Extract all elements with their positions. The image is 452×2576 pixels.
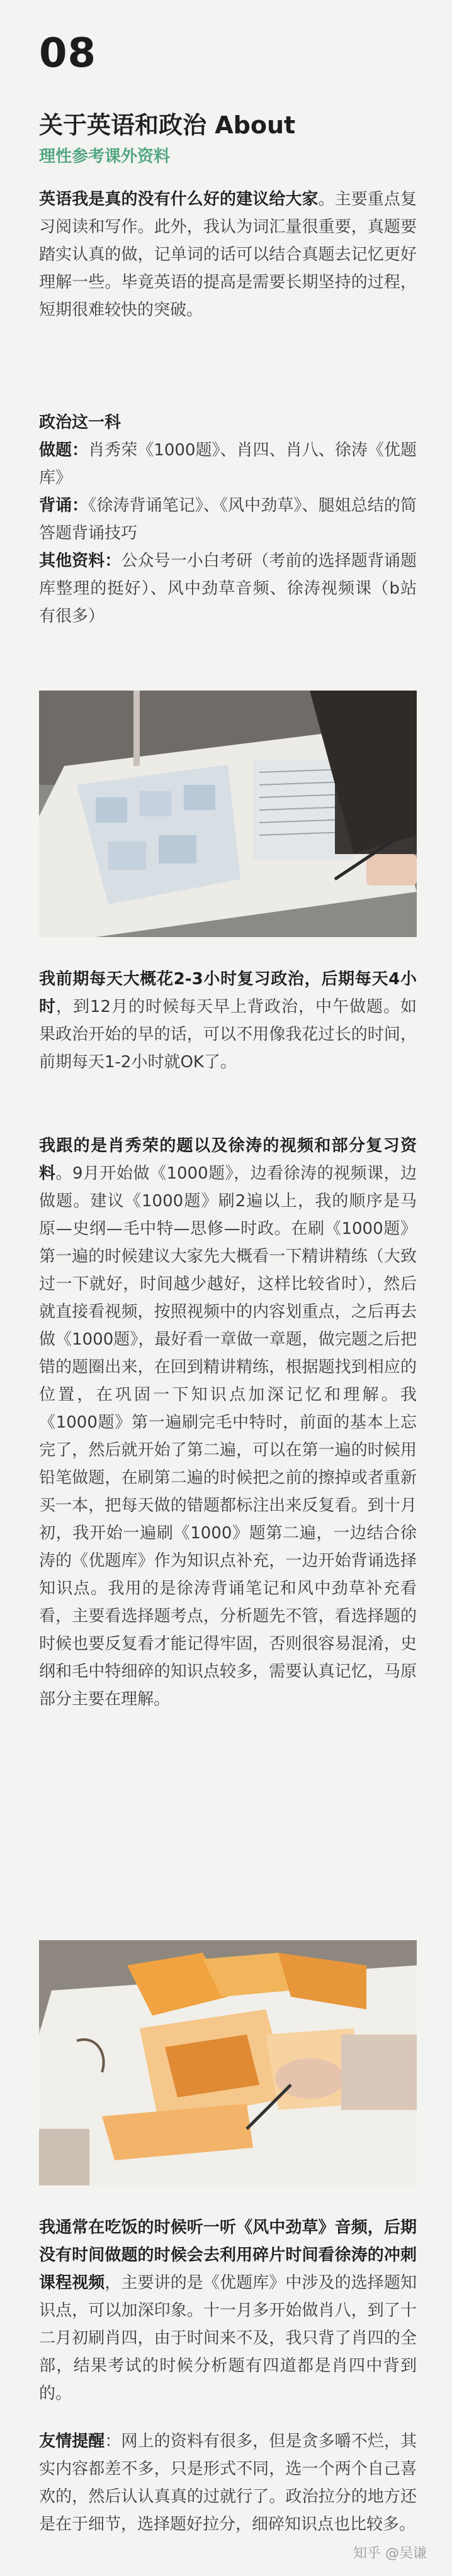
schedule-paragraph <box>39 965 417 1076</box>
schedule-text: ，到12月的时候每天早上背政治，中午做题。如果政治开始的早的话，可以不用像我花过长的时间，前期每天1-2小时就OK了。 <box>39 997 417 1072</box>
politics-memorize: 背诵：《徐涛背诵笔记》、《风中劲草》、腿姐总结的简答题背诵技巧 <box>39 496 417 543</box>
section-title: 关于英语和政治 About <box>39 111 296 139</box>
politics-other: 其他资料：公众号一小白考研（考前的选择题背诵题库整理的挺好）、风中劲草音频、徐涛视频课（b站有很多） <box>39 552 417 626</box>
politics-resources <box>39 409 417 630</box>
english-text: 。主要重点复习阅读和写作。此外，我认为词汇量很重要，真题要踏实认真的做，记单词的话可以结合真题去记忆更好理解一些。毕竟英语的提高是需要长期坚持的过程，短期很难较快的突破。 <box>39 190 417 319</box>
tip-paragraph <box>39 2428 417 2538</box>
audio-lead: 我通常在吃饭的时候听一听《风中劲草》音频，后期没有时间做题的时候会去利用碎片时间看徐涛的冲刺课程视频 <box>39 2218 417 2292</box>
audio-paragraph <box>39 2214 417 2407</box>
study-photo-2 <box>39 1940 417 2185</box>
method-paragraph <box>39 1132 417 1713</box>
english-paragraph <box>39 186 417 324</box>
section-subtitle: 理性参考课外资料 <box>39 147 171 166</box>
zhihu-watermark: 知乎 @吴谦 <box>353 2546 427 2562</box>
tip-text: ：网上的资料有很多，但是贪多嚼不烂，其实内容都差不多，只是形式不同，选一个两个自己喜欢的，然后认认真真的过就行了。政治拉分的地方还是在于细节，选择题好拉分，细碎知识点也比较多。 <box>39 2432 417 2534</box>
study-photo-1 <box>39 691 417 937</box>
tip-lead: 友情提醒 <box>39 2432 105 2451</box>
method-text: 。9月开始做《1000题》，边看徐涛的视频课，边做题。建议《1000题》刷2遍以上，我的顺序是马原—史纲—毛中特—思修—时政。在刷《1000题》第一遍的时候建议大家先大概看一下精讲精练（大致过一下就好，时间越少越好，这样比较省时），然后就直接看视频，按照视频中的内容划重点，之后再去做《1000题》，最好看一章做一章题，做完题之后把错的题圈出来，在回到精讲精练，根据题找到相应的位置，在巩固一下知识点加深记忆和理解。我《1000题》第一遍刷完毛中特时，前面的基本上忘完了，然后就开始了第二遍，可以在第一遍的时候用铅笔做题，在刷第二遍的时候把之前的擦掉或者重新买一本，把每天做的错题都标注出来反复看。到十月初，我开始一遍刷《1000》题第二遍，一边结合徐涛的《优题库》作为知识点补充，一边开始背诵选择知识点。我用的是徐涛背诵笔记和风中劲草补充看看，主要看选择题考点，分析题先不管，看选择题的时候也要反复看才能记得牢固，否则很容易混淆，史纲和毛中特细碎的知识点较多，需要认真记忆，马原部分主要在理解。 <box>39 1164 417 1709</box>
method-lead: 我跟的是肖秀荣的题以及徐涛的视频和部分复习资料 <box>39 1136 417 1183</box>
politics-practice: 做题：肖秀荣《1000题》、肖四、肖八、徐涛《优题库》 <box>39 441 417 487</box>
section-number: 08 <box>39 30 97 77</box>
english-lead: 英语我是真的没有什么好的建议给大家 <box>39 190 319 209</box>
audio-text: ，主要讲的是《优题库》中涉及的选择题知识点，可以加深印象。十一月多开始做肖八，到了十二月初刷肖四，由于时间来不及，我只背了肖四的全部，结果考试的时候分析题有四道都是肖四中背到的。 <box>39 2273 417 2403</box>
schedule-lead: 我前期每天大概花2-3小时复习政治，后期每天4小时 <box>39 970 417 1016</box>
politics-heading: 政治这一科 <box>39 413 121 432</box>
